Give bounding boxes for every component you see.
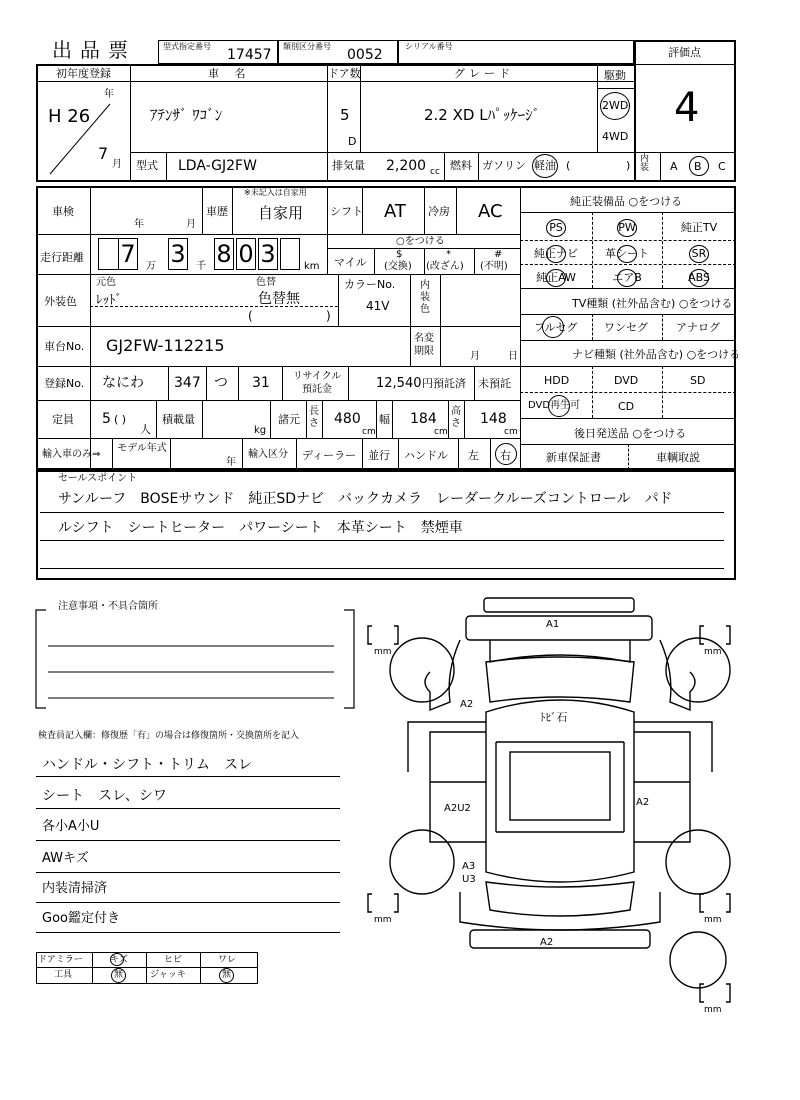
repaint-value: 色替無 (258, 291, 300, 307)
fuel-other-close: ) (626, 159, 631, 172)
mileage-digit-blank (98, 238, 118, 270)
drive-2wd: 2WD (602, 99, 629, 112)
tampered-label: (改ざん) (426, 261, 464, 272)
fuel-diesel: 軽油 (534, 159, 556, 172)
handle-label: ハンドル (404, 449, 448, 462)
sales-label: セールスポイント (58, 473, 138, 484)
capacity-paren: ( ) (114, 413, 127, 426)
first-reg-year: H 26 (48, 106, 91, 127)
inspection-label: 車検 (52, 205, 74, 218)
unknown-label: (不明) (480, 261, 508, 272)
displacement-value: 2,200 (386, 158, 427, 174)
month-unit: 月 (112, 159, 122, 170)
repaint-paren-close: ) (326, 309, 331, 323)
parallel-option: 並行 (368, 449, 390, 462)
rating-value: 4 (674, 85, 700, 131)
exchanged-label: (交換) (384, 261, 412, 272)
mile-option: マイル (334, 256, 367, 269)
ac-label: 冷房 (428, 205, 450, 218)
drive-4wd: 4WD (602, 130, 629, 143)
navi-dvd: DVD (614, 374, 639, 387)
mileage-digit-4: 0 (236, 238, 256, 270)
mileage-label: 走行距離 (40, 251, 84, 264)
navi-sd: SD (690, 374, 706, 387)
dealer-option: ディーラー (302, 449, 357, 462)
first-reg-month: 7 (98, 144, 109, 163)
mm-fl: mm (374, 647, 392, 657)
height-label: 高さ (451, 406, 461, 429)
equipment-item: PS (549, 221, 563, 234)
reg-label: 登録No. (44, 377, 85, 390)
equipment-circle (546, 245, 566, 263)
jack-value: 無 (222, 970, 232, 980)
doors-suffix: D (348, 135, 357, 148)
equipment-item: エアB (612, 271, 642, 284)
interior-label: 内装 (640, 154, 650, 173)
damage-rear-quarter-2: U3 (462, 874, 476, 885)
name-label: 車 名 (208, 67, 252, 80)
damage-front-left: A2 (460, 699, 474, 710)
equipment-circle (617, 245, 637, 263)
recycle-label: リサイクル預託金 (292, 371, 342, 395)
person-unit: 人 (140, 423, 151, 436)
equipment-title: 純正装備品 ○をつける (570, 195, 683, 208)
handle-right: 右 (500, 449, 511, 462)
model-year-label: モデル年式 (117, 443, 167, 454)
reg-class: 347 (174, 375, 201, 391)
model-label: 型式 (136, 159, 158, 172)
damage-hood: ﾄﾋﾞ石 (540, 711, 568, 724)
doors-value: 5 (340, 106, 350, 124)
unknown-mark: # (494, 249, 503, 260)
interior-b: B (694, 160, 702, 173)
mileage-digit-1: 7 (118, 238, 138, 270)
navi-title: ナビ種類 (社外品含む) ○をつける (572, 348, 741, 361)
history-label: 車歴 (206, 205, 228, 218)
equipment-circle (689, 269, 709, 287)
man-unit: 万 (146, 261, 156, 272)
interior-a: A (670, 160, 678, 173)
equipment-circle (617, 219, 637, 237)
history-note: ※未記入は自家用 (244, 188, 307, 197)
model-code-value: 17457 (227, 47, 272, 63)
exterior-label: 外装色 (44, 295, 77, 308)
mirror-crack: ヒビ (164, 955, 183, 965)
note-line-2: シート スレ、シワ (42, 788, 167, 804)
rating-label: 評価点 (668, 46, 701, 59)
fuel-other: ( (566, 159, 571, 172)
chassis-label: 車台No. (44, 340, 85, 353)
note-line-3: 各小A小U (42, 819, 100, 834)
equipment-item: PW (618, 221, 636, 234)
width-value: 184 (410, 411, 437, 427)
damage-rear-quarter: A3 (462, 861, 476, 872)
mileage-digit-blank2 (280, 238, 300, 270)
interior-c: C (718, 160, 726, 173)
note-line-4: AWキズ (42, 851, 89, 866)
model-value: LDA-GJ2FW (178, 158, 257, 174)
drive-label: 駆動 (604, 69, 626, 82)
page-title: 出品票 (52, 38, 136, 62)
original-color: ﾚｯﾄﾞ (96, 293, 122, 308)
tools-label: 工具 (54, 970, 73, 980)
tv-circle (542, 316, 564, 338)
mirror-circle (110, 953, 124, 966)
mirror-scratch: キズ (110, 955, 128, 965)
reg-number: 31 (252, 375, 270, 391)
mm-rr: mm (704, 915, 722, 925)
load-label: 積載量 (162, 413, 195, 426)
km-unit: km (304, 261, 320, 272)
import-label: 輸入車のみ⇒ (42, 449, 101, 460)
fuel-gasoline: ガソリン (482, 159, 526, 172)
model-code-label: 型式指定番号 (163, 42, 211, 51)
import-class-label: 輸入区分 (248, 449, 288, 460)
mm-fr: mm (704, 647, 722, 657)
mileage-digit-5: 3 (258, 238, 278, 270)
tv-oneseg: ワンセグ (604, 321, 648, 334)
tv-analog: アナログ (676, 321, 720, 334)
reg-area: なにわ (102, 375, 144, 391)
fuel-label: 燃料 (450, 159, 472, 172)
cc-unit: cc (430, 167, 440, 177)
length-value: 480 (334, 411, 361, 427)
length-unit: cm (362, 427, 376, 437)
notes-bracket (34, 608, 356, 712)
navi-cd: CD (618, 400, 635, 413)
damage-rear-bumper: A2 (540, 937, 554, 948)
history-value: 自家用 (258, 204, 304, 222)
jack-circle (219, 968, 234, 983)
serial-cell (398, 40, 634, 64)
serial-label: シリアル番号 (405, 42, 453, 51)
name-change-day: 日 (508, 351, 518, 362)
note-line-1: ハンドル・シフト・トリム スレ (42, 757, 252, 773)
displacement-label: 排気量 (332, 159, 365, 172)
tools-value: 無 (114, 970, 124, 980)
grade-value: 2.2 XD Lﾊﾟｯｹｰｼﾞ (424, 106, 541, 124)
original-color-label: 元色 (96, 277, 116, 288)
reg-kana: つ (214, 375, 228, 391)
equipment-item: SR (691, 247, 707, 260)
sen-unit: 千 (196, 261, 206, 272)
notes-label: 注意事項・不具合箇所 (58, 601, 158, 612)
exchanged-mark: $ (396, 249, 403, 260)
repaint-paren-open: ( (248, 309, 253, 323)
class-code-value: 0052 (347, 47, 383, 63)
navi-circle (548, 395, 570, 417)
docs-title: 後日発送品 ○をつける (574, 427, 687, 440)
interior-color-label: 内装色 (420, 280, 430, 315)
mileage-digit-2: 3 (168, 238, 188, 270)
mileage-digit-3: 8 (214, 238, 234, 270)
mm-spare: mm (704, 1005, 722, 1015)
color-no: 41V (366, 299, 390, 313)
recycle-pending: 未預託 (478, 377, 511, 390)
width-label: 幅 (379, 413, 390, 426)
tools-circle (111, 968, 126, 983)
doors-label: ドア数 (328, 67, 361, 80)
mirror-break: ワレ (218, 955, 237, 965)
note-line-6: Goo鑑定付き (42, 911, 120, 926)
width-unit: cm (434, 427, 448, 437)
jack-label: ジャッキ (150, 970, 186, 980)
length-label: 長さ (309, 406, 319, 429)
tampered-mark: * (446, 249, 451, 260)
chassis-value: GJ2FW-112215 (106, 336, 225, 355)
tv-fullseg: フルセグ (534, 321, 578, 334)
sales-line-1: サンルーフ BOSEサウンド 純正SDナビ バックカメラ レーダークルーズコントロール パド (58, 491, 673, 507)
mm-rl: mm (374, 915, 392, 925)
equipment-item: 純正TV (680, 221, 718, 234)
door-mirror-label: ドアミラー (38, 955, 83, 965)
navi-hdd: HDD (544, 374, 570, 387)
model-year-unit: 年 (226, 457, 236, 468)
kg-unit: kg (254, 425, 267, 436)
inspector-label: 検査員記入欄：修復歴「有」の場合は修復箇所・交換箇所を記入 (38, 731, 300, 741)
shift-value: AT (384, 201, 406, 222)
equipment-circle (689, 245, 709, 263)
height-value: 148 (480, 411, 507, 427)
equipment-item: 純正AW (536, 271, 576, 284)
capacity-label: 定員 (52, 413, 74, 426)
diagonal-line (46, 100, 116, 178)
tv-title: TV種類 (社外品含む) ○をつける (572, 297, 733, 310)
model-code-cell (158, 40, 278, 64)
recycle-amount: 12,540 (376, 376, 422, 391)
vehicle-name: ｱﾃﾝｻﾞ ﾜｺﾞﾝ (150, 106, 223, 124)
damage-front: A1 (546, 619, 560, 630)
recycle-status: 円預託済 (422, 377, 466, 390)
dims-label: 諸元 (278, 413, 300, 426)
class-code-label: 類別区分番号 (283, 42, 331, 51)
name-change-month: 月 (470, 351, 480, 362)
inspection-month-unit: 月 (186, 219, 196, 230)
equipment-circle (546, 219, 566, 237)
color-no-label: カラーNo. (344, 278, 396, 291)
damage-rear-right: A2 (636, 797, 650, 808)
damage-rear-left: A2U2 (444, 803, 471, 814)
equipment-item: 純正ナビ (534, 247, 578, 260)
circle-note: ○をつける (396, 236, 445, 247)
class-code-cell (278, 40, 398, 64)
shift-label: シフト (330, 205, 363, 218)
equipment-item: ABS (688, 271, 710, 284)
docs-manual: 車輌取説 (656, 451, 700, 464)
capacity-value: 5 (102, 411, 111, 427)
sales-line-2: ルシフト シートヒーター パワーシート 本革シート 禁煙車 (58, 520, 463, 536)
equipment-circle (546, 269, 566, 287)
ac-value: AC (478, 201, 503, 222)
grade-label: グレード (454, 67, 514, 80)
equipment-item: 革シート (605, 247, 649, 260)
height-unit: cm (504, 427, 518, 437)
navi-dvd-play: DVD再生可 (528, 400, 581, 411)
year-unit: 年 (104, 89, 114, 100)
name-change-label: 名変期限 (414, 333, 434, 357)
docs-warranty: 新車保証書 (546, 451, 601, 464)
handle-left: 左 (468, 449, 479, 462)
equipment-circle (617, 269, 637, 287)
note-line-5: 内装清掃済 (42, 881, 108, 896)
repaint-label: 色替 (256, 277, 276, 288)
inspection-year-unit: 年 (134, 219, 144, 230)
first-reg-label: 初年度登録 (56, 67, 111, 80)
